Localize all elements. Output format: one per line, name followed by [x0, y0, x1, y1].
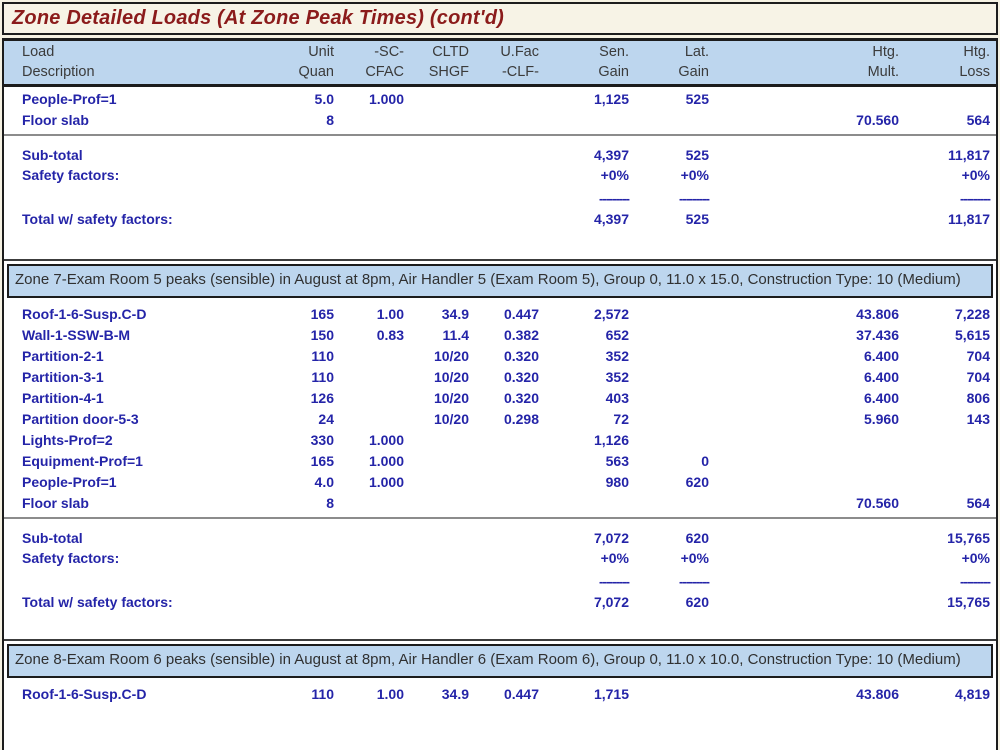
cell-desc: Partition-3-1 [22, 369, 104, 385]
totals-block [4, 519, 996, 612]
cell-htg-mult: 43.806 [856, 686, 899, 702]
column-header-htg-mult [709, 42, 899, 82]
cell-sen-gain: 1,125 [593, 91, 629, 107]
cell-htg-mult: 5.960 [863, 411, 899, 427]
cell-quan: 165 [310, 453, 334, 469]
cell-htg-mult: 6.400 [863, 390, 899, 406]
cell-clf: 0.447 [503, 306, 539, 322]
column-header-line2: -CLF- [501, 64, 539, 80]
cell-quan: 24 [318, 411, 334, 427]
report-title-bar [2, 2, 998, 35]
column-header-line1: -SC- [374, 44, 404, 60]
column-header-shgf [404, 42, 469, 82]
cell-desc: Partition-2-1 [22, 348, 104, 364]
cell-htg-mult [709, 430, 899, 451]
cell-lat-gain [629, 367, 709, 388]
cell-lat-gain [629, 409, 709, 430]
column-header-lat-gain [629, 42, 709, 82]
column-header-sen-gain [539, 42, 629, 82]
table-row [4, 684, 996, 705]
cell-cfac: 1.000 [368, 91, 404, 107]
cell-sen-gain: 403 [605, 390, 629, 406]
subtotal-label: Sub-total [22, 147, 83, 163]
cell-quan: 110 [311, 686, 334, 702]
cell-sen-gain: 563 [605, 453, 629, 469]
zone-header-box [7, 264, 993, 298]
cell-shgf: 34.9 [441, 306, 469, 322]
cell-quan: 330 [310, 432, 334, 448]
section-divider [4, 259, 996, 261]
column-header-quan [282, 42, 334, 82]
cell-shgf [404, 493, 469, 514]
load-rows [4, 89, 996, 131]
dash-htg-mult [709, 192, 899, 206]
grand-total-sen-gain: 7,072 [593, 594, 629, 610]
grand-total-label: Total w/ safety factors: [22, 211, 173, 227]
cell-htg-loss: 5,615 [954, 327, 990, 343]
cell-shgf: 34.9 [441, 686, 469, 702]
cell-clf: 0.320 [503, 390, 539, 406]
cell-shgf [404, 430, 469, 451]
column-header-cfac [334, 42, 404, 82]
load-rows [4, 304, 996, 514]
cell-htg-loss: 806 [966, 390, 990, 406]
cell-cfac: 1.00 [376, 306, 404, 322]
page-title: Zone Detailed Loads (At Zone Peak Times) (cont'd) [12, 7, 505, 29]
cell-clf [469, 472, 539, 493]
cell-clf [469, 110, 539, 131]
cell-sen-gain: 352 [605, 369, 629, 385]
cell-htg-loss [899, 451, 990, 472]
cell-htg-mult [709, 472, 899, 493]
table-row [4, 110, 996, 131]
cell-clf [469, 89, 539, 110]
cell-shgf [404, 110, 469, 131]
grand-total-htg-mult [709, 209, 899, 229]
table-row [4, 367, 996, 388]
subtotal-sen-gain: 4,397 [593, 147, 629, 163]
dash-row [4, 192, 996, 206]
grand-total-sen-gain: 4,397 [593, 211, 629, 227]
column-header-line2: Quan [298, 64, 334, 80]
cell-sen-gain: 72 [613, 411, 629, 427]
safety-factors-htg-loss: +0% [961, 550, 990, 566]
section-spacer [4, 612, 996, 639]
cell-htg-loss [899, 472, 990, 493]
cell-quan: 110 [311, 348, 334, 364]
column-header-line2: Loss [959, 64, 990, 80]
dash-htg-loss: --------- [960, 574, 990, 589]
column-header-clf [469, 42, 539, 82]
totals-block [4, 136, 996, 229]
cell-lat-gain: 620 [685, 474, 709, 490]
cell-sen-gain: 1,715 [593, 686, 629, 702]
dash-label [4, 575, 539, 589]
cell-desc: Equipment-Prof=1 [22, 453, 143, 469]
column-header-line1: Sen. [599, 44, 629, 60]
table-row [4, 304, 996, 325]
cell-lat-gain [629, 346, 709, 367]
dash-label [4, 192, 539, 206]
cell-cfac: 1.000 [368, 474, 404, 490]
cell-sen-gain [539, 493, 629, 514]
cell-htg-mult: 6.400 [863, 348, 899, 364]
cell-quan: 5.0 [314, 91, 334, 107]
cell-htg-loss: 704 [966, 348, 990, 364]
grand-total-htg-mult [709, 592, 899, 612]
cell-cfac [334, 346, 404, 367]
subtotal-row [4, 528, 996, 548]
cell-desc: Wall-1-SSW-B-M [22, 327, 131, 343]
column-header-line1: Lat. [684, 44, 709, 60]
column-header-line1: CLTD [432, 44, 469, 60]
cell-clf: 0.298 [503, 411, 539, 427]
cell-quan: 150 [310, 327, 334, 343]
cell-htg-loss: 564 [966, 112, 990, 128]
grand-total-htg-loss: 11,817 [947, 211, 990, 227]
cell-lat-gain [629, 388, 709, 409]
cell-shgf [404, 451, 469, 472]
cell-lat-gain [629, 304, 709, 325]
column-header-line1: Unit [308, 44, 334, 60]
table-row [4, 409, 996, 430]
column-header-line1: Htg. [872, 44, 899, 60]
cell-htg-mult: 43.806 [856, 306, 899, 322]
cell-shgf [404, 89, 469, 110]
subtotal-lat-gain: 620 [685, 530, 709, 546]
dash-lat-gain: --------- [679, 574, 709, 589]
safety-factors-sen-gain: +0% [600, 167, 629, 183]
cell-clf: 0.447 [503, 686, 539, 702]
table-row [4, 493, 996, 514]
cell-cfac [334, 110, 404, 131]
cell-clf: 0.320 [503, 348, 539, 364]
cell-sen-gain [539, 110, 629, 131]
column-header-line1: Htg. [963, 44, 990, 60]
subtotal-sen-gain: 7,072 [593, 530, 629, 546]
column-header-line2: Description [22, 64, 95, 80]
cell-quan: 126 [310, 390, 334, 406]
cell-clf: 0.382 [503, 327, 539, 343]
safety-factors-htg-loss: +0% [961, 167, 990, 183]
subtotal-htg-mult [709, 528, 899, 548]
cell-desc: People-Prof=1 [22, 91, 117, 107]
cell-quan: 4.0 [314, 474, 334, 490]
safety-factors-lat-gain: +0% [680, 550, 709, 566]
cell-sen-gain: 980 [605, 474, 629, 490]
cell-htg-loss: 564 [966, 495, 990, 511]
cell-desc: Roof-1-6-Susp.C-D [22, 686, 147, 702]
column-header-line2: Gain [678, 64, 709, 80]
column-header-line2: Mult. [867, 64, 899, 80]
safety-factors-row [4, 548, 996, 568]
cell-shgf [404, 472, 469, 493]
safety-factors-lat-gain: +0% [680, 167, 709, 183]
table-row [4, 89, 996, 110]
cell-shgf: 10/20 [433, 369, 469, 385]
cell-htg-mult: 70.560 [856, 495, 899, 511]
table-row [4, 430, 996, 451]
grand-total-row [4, 209, 996, 229]
table-row [4, 388, 996, 409]
cell-quan: 165 [310, 306, 334, 322]
zone-sections [4, 89, 996, 705]
safety-factors-htg-mult [709, 548, 899, 568]
grand-total-row [4, 592, 996, 612]
cell-lat-gain: 0 [701, 453, 709, 469]
subtotal-lat-gain: 525 [685, 147, 709, 163]
dash-sen-gain: --------- [599, 191, 629, 206]
table-row [4, 451, 996, 472]
cell-lat-gain [629, 493, 709, 514]
cell-clf [469, 430, 539, 451]
safety-factors-row [4, 165, 996, 185]
cell-sen-gain: 2,572 [593, 306, 629, 322]
cell-htg-loss: 7,228 [954, 306, 990, 322]
cell-cfac: 1.00 [376, 686, 404, 702]
section-divider [4, 639, 996, 641]
cell-cfac [334, 367, 404, 388]
cell-sen-gain: 352 [605, 348, 629, 364]
load-rows [4, 684, 996, 705]
cell-quan: 8 [326, 112, 334, 128]
cell-htg-mult: 37.436 [856, 327, 899, 343]
dash-lat-gain: --------- [679, 191, 709, 206]
column-header-htg-loss [899, 42, 990, 82]
column-header-line2: CFAC [365, 64, 404, 80]
cell-htg-loss: 143 [966, 411, 990, 427]
column-header-line1: Load [22, 44, 55, 60]
column-header-line2: Gain [598, 64, 629, 80]
cell-lat-gain [629, 110, 709, 131]
cell-htg-mult: 70.560 [856, 112, 899, 128]
cell-htg-mult [709, 89, 899, 110]
cell-quan: 8 [326, 495, 334, 511]
safety-factors-label: Safety factors: [22, 550, 120, 566]
subtotal-htg-mult [709, 145, 899, 165]
cell-htg-loss [899, 89, 990, 110]
safety-factors-label: Safety factors: [22, 167, 120, 183]
report-body [2, 38, 998, 750]
cell-cfac: 1.000 [368, 453, 404, 469]
grand-total-label: Total w/ safety factors: [22, 594, 173, 610]
cell-htg-mult: 6.400 [863, 369, 899, 385]
cell-htg-loss: 4,819 [954, 686, 990, 702]
cell-quan: 110 [311, 369, 334, 385]
dash-htg-loss: --------- [960, 191, 990, 206]
grand-total-htg-loss: 15,765 [947, 594, 990, 610]
subtotal-label: Sub-total [22, 530, 83, 546]
grand-total-lat-gain: 525 [685, 211, 709, 227]
cell-desc: Floor slab [22, 112, 89, 128]
cell-shgf: 10/20 [433, 348, 469, 364]
cell-htg-loss [899, 430, 990, 451]
cell-desc: Partition door-5-3 [22, 411, 139, 427]
zone-header-text: Zone 8-Exam Room 6 peaks (sensible) in August at 8pm, Air Handler 6 (Exam Room 6), Group 0, 11.0 x 10.0, Construction Type: 10 (Medium) [15, 651, 961, 668]
column-header-row [4, 38, 996, 87]
cell-shgf: 11.4 [442, 327, 469, 343]
section-spacer [4, 229, 996, 259]
cell-cfac: 1.000 [368, 432, 404, 448]
cell-lat-gain [629, 430, 709, 451]
cell-sen-gain: 1,126 [593, 432, 629, 448]
cell-htg-loss: 704 [966, 369, 990, 385]
column-header-desc [4, 42, 282, 82]
cell-lat-gain [629, 684, 709, 705]
cell-desc: People-Prof=1 [22, 474, 117, 490]
column-header-line2: SHGF [428, 64, 469, 80]
cell-desc: Floor slab [22, 495, 89, 511]
table-row [4, 325, 996, 346]
cell-cfac [334, 493, 404, 514]
column-header-line1: U.Fac [500, 44, 539, 60]
cell-lat-gain [629, 325, 709, 346]
safety-factors-sen-gain: +0% [600, 550, 629, 566]
dash-htg-mult [709, 575, 899, 589]
cell-desc: Roof-1-6-Susp.C-D [22, 306, 147, 322]
zone-header-box [7, 644, 993, 678]
cell-shgf: 10/20 [433, 390, 469, 406]
table-row [4, 472, 996, 493]
dash-row [4, 575, 996, 589]
dash-sen-gain: --------- [599, 574, 629, 589]
cell-clf [469, 451, 539, 472]
cell-cfac [334, 409, 404, 430]
subtotal-htg-loss: 15,765 [947, 530, 990, 546]
cell-shgf: 10/20 [433, 411, 469, 427]
subtotal-row [4, 145, 996, 165]
cell-desc: Lights-Prof=2 [22, 432, 113, 448]
subtotal-htg-loss: 11,817 [947, 147, 990, 163]
cell-sen-gain: 652 [605, 327, 629, 343]
cell-lat-gain: 525 [685, 91, 709, 107]
cell-desc: Partition-4-1 [22, 390, 104, 406]
cell-htg-mult [709, 451, 899, 472]
grand-total-lat-gain: 620 [685, 594, 709, 610]
safety-factors-htg-mult [709, 165, 899, 185]
cell-clf [469, 493, 539, 514]
zone-header-text: Zone 7-Exam Room 5 peaks (sensible) in August at 8pm, Air Handler 5 (Exam Room 5), Group 0, 11.0 x 15.0, Construction Type: 10 (Medium) [15, 271, 961, 288]
cell-cfac [334, 388, 404, 409]
table-row [4, 346, 996, 367]
cell-clf: 0.320 [503, 369, 539, 385]
cell-cfac: 0.83 [376, 327, 404, 343]
